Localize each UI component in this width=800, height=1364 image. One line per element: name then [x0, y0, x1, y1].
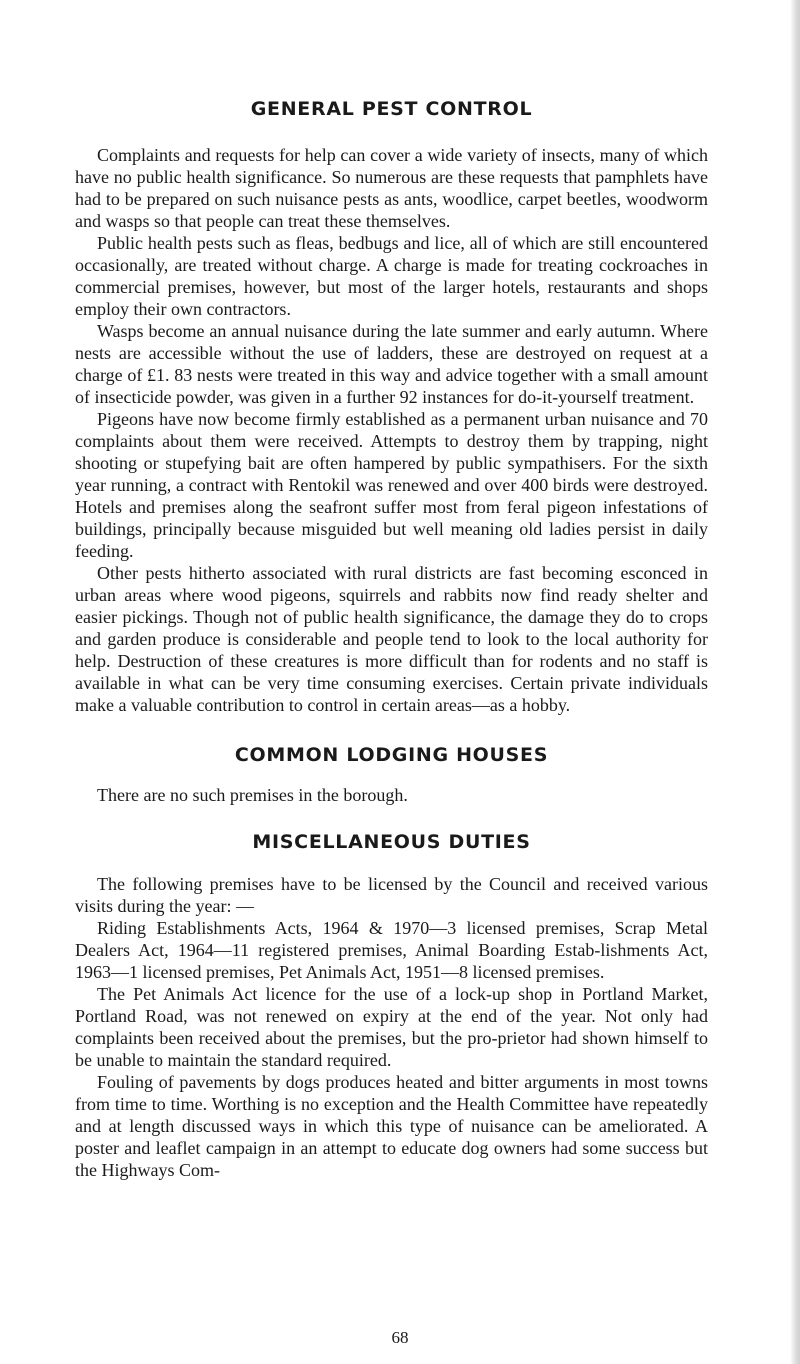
heading-general-pest-control: GENERAL PEST CONTROL: [250, 98, 533, 120]
paragraph: Complaints and requests for help can cover a wide variety of insects, many of which have no public health significance. So numerous are these requests that pamphlets have had to be prepared on such nuisance pests as ants, woodlice, carpet beetles, woodworm and wasps so that people can treat these themselves.: [75, 145, 708, 231]
section-miscellaneous-duties-body: [75, 873, 708, 1181]
paragraph: The Pet Animals Act licence for the use of a lock-up shop in Portland Market, Portland Road, was not renewed on expiry at the end of the year. Not only had complaints been received about the premises, but the pro-prietor had shown himself to be unable to maintain the standard required.: [75, 984, 708, 1070]
paragraph: There are no such premises in the borough.: [97, 785, 408, 805]
paragraph: Riding Establishments Acts, 1964 & 1970—3 licensed premises, Scrap Metal Dealers Act, 1964—11 registered premises, Animal Boarding Estab-lishments Act, 1963—1 licensed premises, Pet Animals Act, 1951—8 licensed premises.: [75, 918, 708, 982]
paragraph: Pigeons have now become firmly established as a permanent urban nuisance and 70 complaints about them were received. Attempts to destroy them by trapping, night shooting or stupefying bait are often hampered by public sympathisers. For the sixth year running, a contract with Rentokil was renewed and over 400 birds were destroyed. Hotels and premises along the seafront suffer most from feral pigeon infestations of buildings, principally because misguided but well meaning old ladies persist in daily feeding.: [75, 409, 708, 561]
paragraph: Fouling of pavements by dogs produces heated and bitter arguments in most towns from time to time. Worthing is no exception and the Health Committee have repeatedly and at length discussed ways in which this type of nuisance can be ameliorated. A poster and leaflet campaign in an attempt to educate dog owners had some success but the Highways Com-: [75, 1072, 708, 1180]
section-common-lodging-houses-body: [75, 784, 708, 806]
page-number: 68: [391, 1328, 409, 1347]
paragraph: Other pests hitherto associated with rural districts are fast becoming esconced in urban areas where wood pigeons, squirrels and rabbits now find ready shelter and easier pickings. Though not of public health significance, the damage they do to crops and garden produce is considerable and people tend to look to the local authority for help. Destruction of these creatures is more difficult than for rodents and no staff is available in what can be very time consuming exercises. Certain private individuals make a valuable contribution to control in certain areas—as a hobby.: [75, 563, 708, 715]
paragraph: Wasps become an annual nuisance during the late summer and early autumn. Where nests are accessible without the use of ladders, these are destroyed on request at a charge of £1. 83 nests were treated in this way and advice together with a small amount of insecticide powder, was given in a further 92 instances for do-it-yourself treatment.: [75, 321, 708, 407]
section-general-pest-control-body: [75, 144, 708, 716]
heading-common-lodging-houses: COMMON LODGING HOUSES: [234, 744, 549, 766]
page-edge-shadow: [790, 0, 800, 1364]
paragraph: The following premises have to be licensed by the Council and received various visits during the year: —: [75, 874, 708, 916]
paragraph: Public health pests such as fleas, bedbugs and lice, all of which are still encountered occasionally, are treated without charge. A charge is made for treating cockroaches in commercial premises, however, but most of the larger hotels, restaurants and shops employ their own contractors.: [75, 233, 708, 319]
heading-miscellaneous-duties: MISCELLANEOUS DUTIES: [252, 831, 531, 853]
document-page: [75, 96, 708, 1181]
